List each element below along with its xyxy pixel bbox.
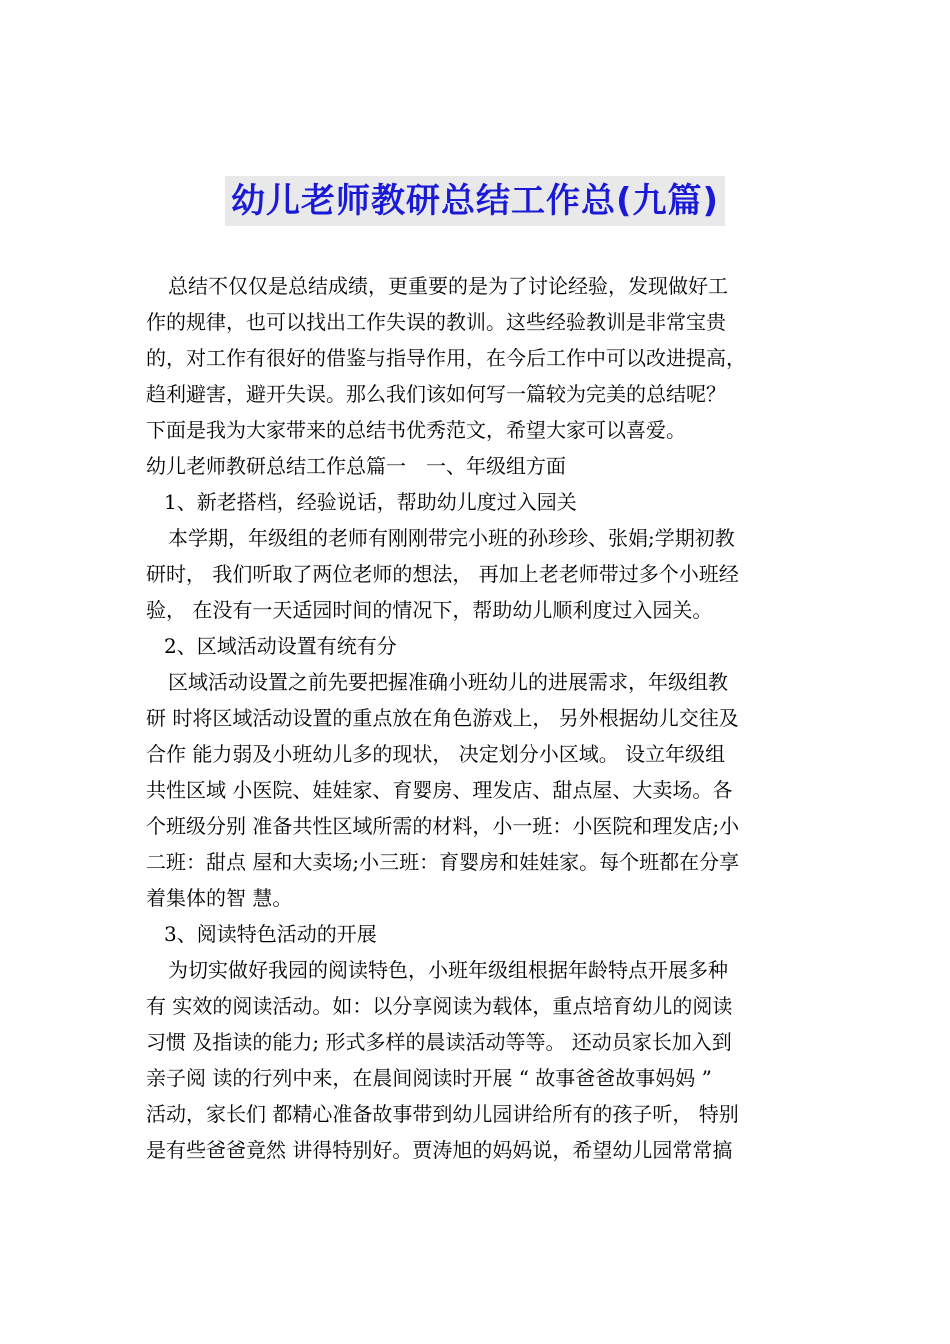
paragraph-line: 活动，家长们 都精心准备故事带到幼儿园讲给所有的孩子听， 特别 — [146, 1102, 739, 1126]
paragraph-line: 合作 能力弱及小班幼儿多的现状， 决定划分小区域。 设立年级组 — [146, 742, 726, 766]
paragraph-line: 研时， 我们听取了两位老师的想法， 再加上老老师带过多个小班经 — [146, 562, 739, 586]
document-title: 幼儿老师教研总结工作总(九篇) — [225, 176, 725, 226]
paragraph-line: 习惯 及指读的能力; 形式多样的晨读活动等等。 还动员家长加入到 — [146, 1030, 732, 1054]
paragraph-line: 2、区域活动设置有统有分 — [164, 634, 397, 658]
paragraph-line: 区域活动设置之前先要把握准确小班幼儿的进展需求，年级组教 — [168, 670, 728, 694]
paragraph-line: 二班：甜点 屋和大卖场;小三班：育婴房和娃娃家。每个班都在分享 — [146, 850, 740, 874]
paragraph-line: 本学期，年级组的老师有刚刚带完小班的孙珍珍、张娟;学期初教 — [168, 526, 735, 550]
paragraph-line: 幼儿老师教研总结工作总篇一 一、年级组方面 — [146, 454, 566, 478]
paragraph-line: 验， 在没有一天适园时间的情况下，帮助幼儿顺利度过入园关。 — [146, 598, 713, 622]
paragraph-line: 着集体的智 慧。 — [146, 886, 293, 910]
document-body — [146, 268, 808, 1168]
title-container — [0, 176, 950, 226]
paragraph-line: 共性区域 小医院、娃娃家、育婴房、理发店、甜点屋、大卖场。各 — [146, 778, 733, 802]
paragraph-line: 个班级分别 准备共性区域所需的材料，小一班：小医院和理发店;小 — [146, 814, 740, 838]
paragraph-line: 的，对工作有很好的借鉴与指导作用，在今后工作中可以改进提高， — [146, 346, 746, 370]
paragraph-line: 作的规律，也可以找出工作失误的教训。这些经验教训是非常宝贵 — [146, 310, 726, 334]
paragraph-line: 是有些爸爸竟然 讲得特别好。贾涛旭的妈妈说，希望幼儿园常常搞 — [146, 1138, 733, 1162]
paragraph-line: 研 时将区域活动设置的重点放在角色游戏上， 另外根据幼儿交往及 — [146, 706, 739, 730]
paragraph-line: 有 实效的阅读活动。如：以分享阅读为载体，重点培育幼儿的阅读 — [146, 994, 733, 1018]
paragraph-line: 为切实做好我园的阅读特色，小班年级组根据年龄特点开展多种 — [168, 958, 728, 982]
paragraph-line: 下面是我为大家带来的总结书优秀范文，希望大家可以喜爱。 — [146, 418, 686, 442]
paragraph-line: 亲子阅 读的行列中来，在晨间阅读时开展 “ 故事爸爸故事妈妈 ” — [146, 1066, 712, 1090]
paragraph-line: 总结不仅仅是总结成绩，更重要的是为了讨论经验，发现做好工 — [168, 274, 728, 298]
paragraph-line: 1、新老搭档，经验说话，帮助幼儿度过入园关 — [164, 490, 577, 514]
paragraph-line: 趋利避害，避开失误。那么我们该如何写一篇较为完美的总结呢？ — [146, 382, 726, 406]
paragraph-line: 3、阅读特色活动的开展 — [164, 922, 377, 946]
